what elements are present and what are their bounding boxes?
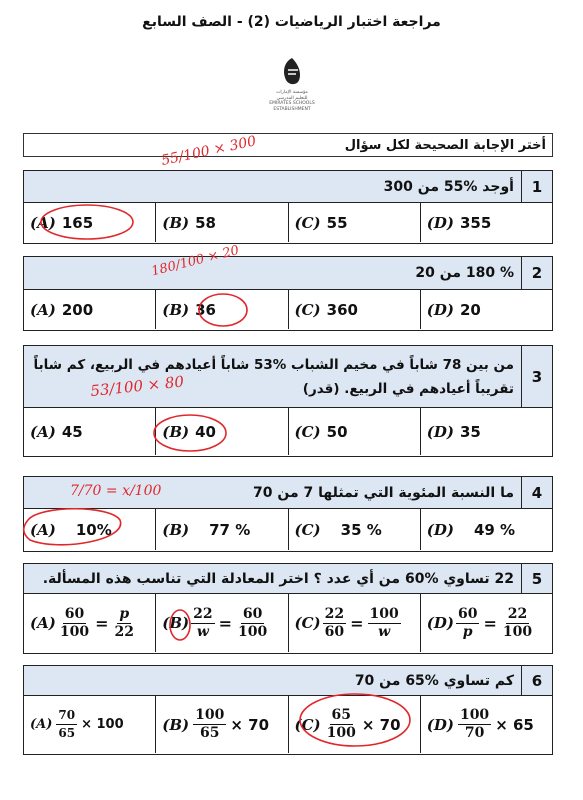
question-2 — [23, 256, 553, 331]
fraction: $\frac{22}{w}$ — [193, 605, 213, 640]
fraction: $\frac{65}{100}$ — [326, 707, 356, 741]
logo-subtext: مؤسسة الإمارات للتعليم المدرسي EMIRATES SCHOOLS ESTABLISHMENT — [269, 90, 315, 112]
option-b[interactable]: (B) 36 — [156, 290, 288, 329]
option-d[interactable]: (D) 20 — [426, 300, 481, 319]
question-number: 2 — [521, 257, 552, 289]
question-text: 22 تساوي %60 من أي عدد ؟ اختر المعادلة التي تناسب هذه المسألة. — [42, 570, 514, 587]
question-text: من بين 78 شاباً في مخيم الشباب %53 شاباً أعيادهم في الربيع، كم شاباً تقريباً أعيادهم في الربيع. (قدر) — [33, 356, 514, 397]
fraction: $\frac{22}{100}$ — [502, 605, 533, 640]
question-number: 4 — [521, 477, 552, 508]
question-text: ما النسبة المئوية التي تمثلها 7 من 70 — [253, 484, 514, 501]
option-c[interactable]: (C) 50 — [289, 408, 421, 455]
question-number: 3 — [521, 346, 552, 407]
fraction: $\frac{70}{65}$ — [58, 708, 76, 740]
fraction: $\frac{60}{100}$ — [59, 605, 90, 640]
school-logo — [242, 56, 342, 118]
option-a[interactable]: (A) $\frac{70}{65}$ × 100 — [24, 696, 156, 753]
option-a[interactable]: (A) 10% — [24, 509, 156, 550]
fraction: $\frac{22}{60}$ — [324, 605, 345, 640]
q1-handwritten-note: 55/100 × 300 — [159, 133, 258, 170]
option-d[interactable]: (D) $\frac{60}{p}$ = $\frac{22}{100}$ — [426, 605, 533, 640]
question-text: % 180 من 20 — [415, 265, 514, 281]
question-3 — [23, 345, 553, 457]
q2-handwritten-note: 180/100 × 20 — [149, 243, 241, 280]
option-b[interactable]: (B) 40 — [156, 408, 288, 455]
option-c[interactable]: (C) $\frac{65}{100}$ × 70 — [289, 696, 421, 753]
option-a[interactable]: (A) 165 — [24, 203, 156, 242]
fraction: $\frac{p}{22}$ — [114, 605, 134, 640]
option-a[interactable]: (A) 45 — [24, 408, 156, 455]
question-number: 1 — [521, 171, 552, 202]
option-d[interactable]: (D) 49 % — [426, 520, 516, 539]
page-title: مراجعة اختبار الرياضيات (2) - الصف السابع — [142, 14, 441, 30]
fraction: $\frac{100}{65}$ — [195, 707, 225, 741]
q3-handwritten-note: 53/100 × 80 — [89, 372, 185, 401]
option-d[interactable]: (D) $\frac{100}{70}$ × 65 — [426, 707, 534, 741]
question-number: 5 — [521, 564, 552, 593]
option-a[interactable]: (A) $\frac{60}{100}$ = $\frac{p}{22}$ — [24, 594, 156, 652]
question-1 — [23, 170, 553, 244]
question-number: 6 — [521, 666, 552, 695]
question-text: كم تساوي %65 من 70 — [354, 672, 514, 689]
question-6 — [23, 665, 553, 755]
question-4 — [23, 476, 553, 552]
q4-handwritten-note: 7/70 = x/100 — [70, 483, 162, 499]
option-b[interactable]: (B) $\frac{100}{65}$ × 70 — [156, 696, 288, 753]
instructions: أختر الإجابة الصحيحة لكل سؤال — [23, 133, 553, 157]
option-c[interactable]: (C) 360 — [289, 290, 421, 329]
option-d[interactable]: (D) 355 — [426, 213, 492, 232]
option-b[interactable]: (B) 58 — [156, 203, 288, 242]
fraction: $\frac{60}{p}$ — [457, 605, 478, 640]
fraction: $\frac{100}{w}$ — [369, 605, 399, 640]
option-c[interactable]: (C) $\frac{22}{60}$ = $\frac{100}{w}$ — [289, 594, 421, 652]
logo-emblem-icon — [278, 56, 306, 90]
option-d[interactable]: (D) 35 — [426, 422, 481, 441]
option-a[interactable]: (A) 200 — [24, 290, 156, 329]
option-b[interactable]: (B) $\frac{22}{w}$ = $\frac{60}{100}$ — [156, 594, 288, 652]
fraction: $\frac{100}{70}$ — [459, 707, 490, 741]
fraction: $\frac{60}{100}$ — [238, 605, 268, 640]
option-c[interactable]: (C) 35 % — [289, 509, 421, 550]
option-b[interactable]: (B) 77 % — [156, 509, 288, 550]
question-5 — [23, 563, 553, 654]
question-text: أوجد %55 من 300 — [383, 178, 514, 195]
option-c[interactable]: (C) 55 — [289, 203, 421, 242]
